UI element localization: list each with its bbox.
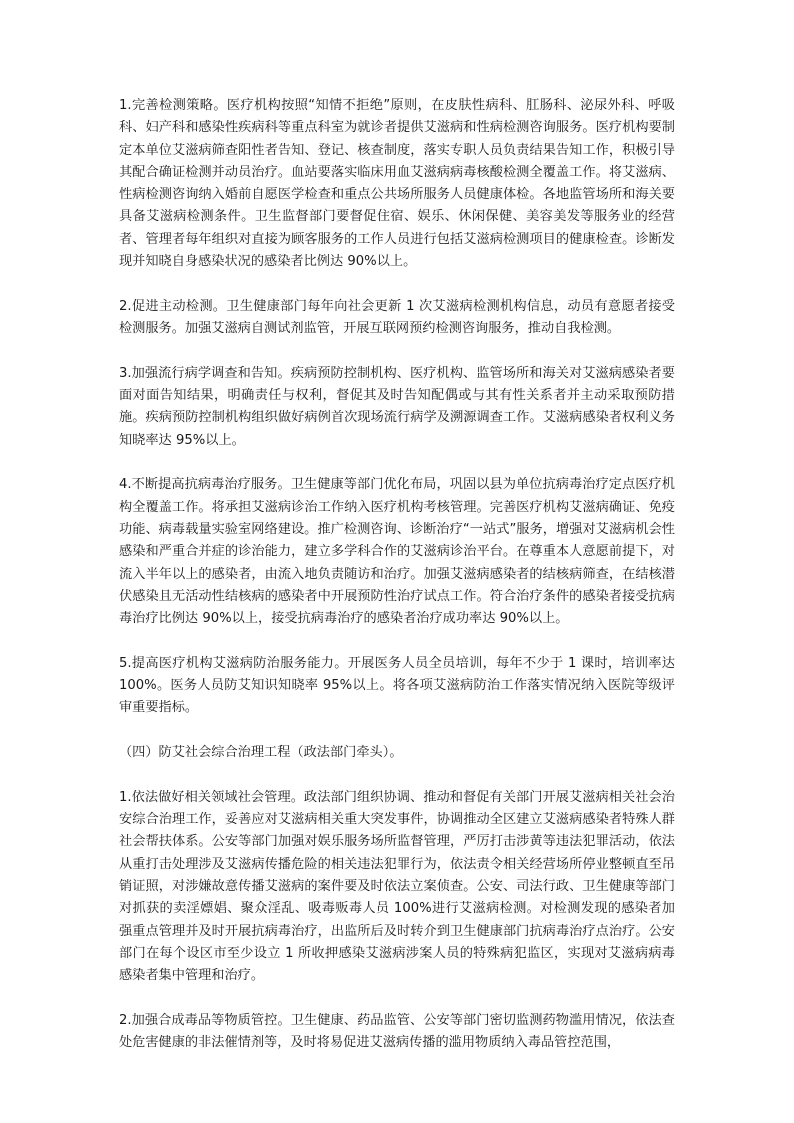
paragraph-detection-strategy: 1.完善检测策略。医疗机构按照“知情不拒绝”原则，在皮肤性病科、肛肠科、泌尿外科、呼吸科、妇产科和感染性疾病科等重点科室为就诊者提供艾滋病和性病检测咨询服务。医疗机构要制定本单位艾滋病筛查阳性者告知、登记、核查制度，落实专职人员负责结果告知工作，积极引导其配合确证检测并动员治疗。血站要落实临床用血艾滋病病毒核酸检测全覆盖工作。将艾滋病、性病检测咨询纳入婚前自愿医学检查和重点公共场所服务人员健康体检。各地监管场所和海关要具备艾滋病检测条件。卫生监督部门要督促住宿、娱乐、休闲保健、美容美发等服务业的经营者、管理者每年组织对直接为顾客服务的工作人员进行包括艾滋病检测项目的健康检查。诊断发现并知晓自身感染状况的感染者比例达 90%以上。 [119, 98, 675, 270]
paragraph-active-testing: 2.促进主动检测。卫生健康部门每年向社会更新 1 次艾滋病检测机构信息，动员有意愿者接受检测服务。加强艾滋病自测试剂监管，开展互联网预约检测咨询服务，推动自我检测。 [119, 298, 675, 337]
paragraph-substance-control: 2.加强合成毒品等物质管控。卫生健康、药品监管、公安等部门密切监测药物滥用情况，依法查处危害健康的非法催情剂等，及时将易促进艾滋病传播的滥用物质纳入毒品管控范围， [119, 1012, 675, 1051]
paragraph-epidemiological-survey: 3.加强流行病学调查和告知。疾病预防控制机构、医疗机构、监管场所和海关对艾滋病感染者要面对面告知结果，明确责任与权利，督促其及时告知配偶或与其有性关系者并主动采取预防措施。疾病预防控制机构组织做好病例首次现场流行病学及溯源调查工作。艾滋病感染者权利义务知晓率达 95%以上。 [119, 365, 675, 448]
paragraph-antiviral-treatment: 4.不断提高抗病毒治疗服务。卫生健康等部门优化布局，巩固以县为单位抗病毒治疗定点医疗机构全覆盖工作。将承担艾滋病诊治工作纳入医疗机构考核管理。完善医疗机构艾滋病确证、免疫功能、病毒载量实验室网络建设。推广检测咨询、诊断治疗“一站式”服务，增强对艾滋病机会性感染和严重合并症的诊治能力，建立多学科合作的艾滋病诊治平台。在尊重本人意愿前提下，对流入半年以上的感染者，由流入地负责随访和治疗。加强艾滋病感染者的结核病筛查，在结核潜伏感染且无活动性结核病的感染者中开展预防性治疗试点工作。符合治疗条件的感染者接受抗病毒治疗比例达 90%以上，接受抗病毒治疗的感染者治疗成功率达 90%以上。 [119, 477, 675, 627]
section-heading-social-governance: （四）防艾社会综合治理工程（政法部门牵头）。 [119, 745, 403, 761]
document-body [119, 95, 675, 1077]
paragraph-social-management: 1.依法做好相关领域社会管理。政法部门组织协调、推动和督促有关部门开展艾滋病相关社会治安综合治理工作，妥善应对艾滋病相关重大突发事件，协调推动全区建立艾滋病感染者特殊人群社会帮扶体系。公安等部门加强对娱乐服务场所监督管理，严厉打击涉黄等违法犯罪活动，依法从重打击处理涉及艾滋病传播危险的相关违法犯罪行为，依法责令相关经营场所停业整顿直至吊销证照，对涉嫌故意传播艾滋病的案件要及时依法立案侦查。公安、司法行政、卫生健康等部门对抓获的卖淫嫖娼、聚众淫乱、吸毒贩毒人员 100%进行艾滋病检测。对检测发现的感染者加强重点管理并及时开展抗病毒治疗，出监所后及时转介到卫生健康部门抗病毒治疗点治疗。公安部门在每个设区市至少设立 1 所收押感染艾滋病涉案人员的特殊病犯监区，实现对艾滋病病毒感染者集中管理和治疗。 [119, 789, 675, 984]
paragraph-medical-capacity: 5.提高医疗机构艾滋病防治服务能力。开展医务人员全员培训，每年不少于 1 课时，培训率达 100%。医务人员防艾知识知晓率 95%以上。将各项艾滋病防治工作落实情况纳入医院等级评审重要指标。 [119, 655, 675, 716]
